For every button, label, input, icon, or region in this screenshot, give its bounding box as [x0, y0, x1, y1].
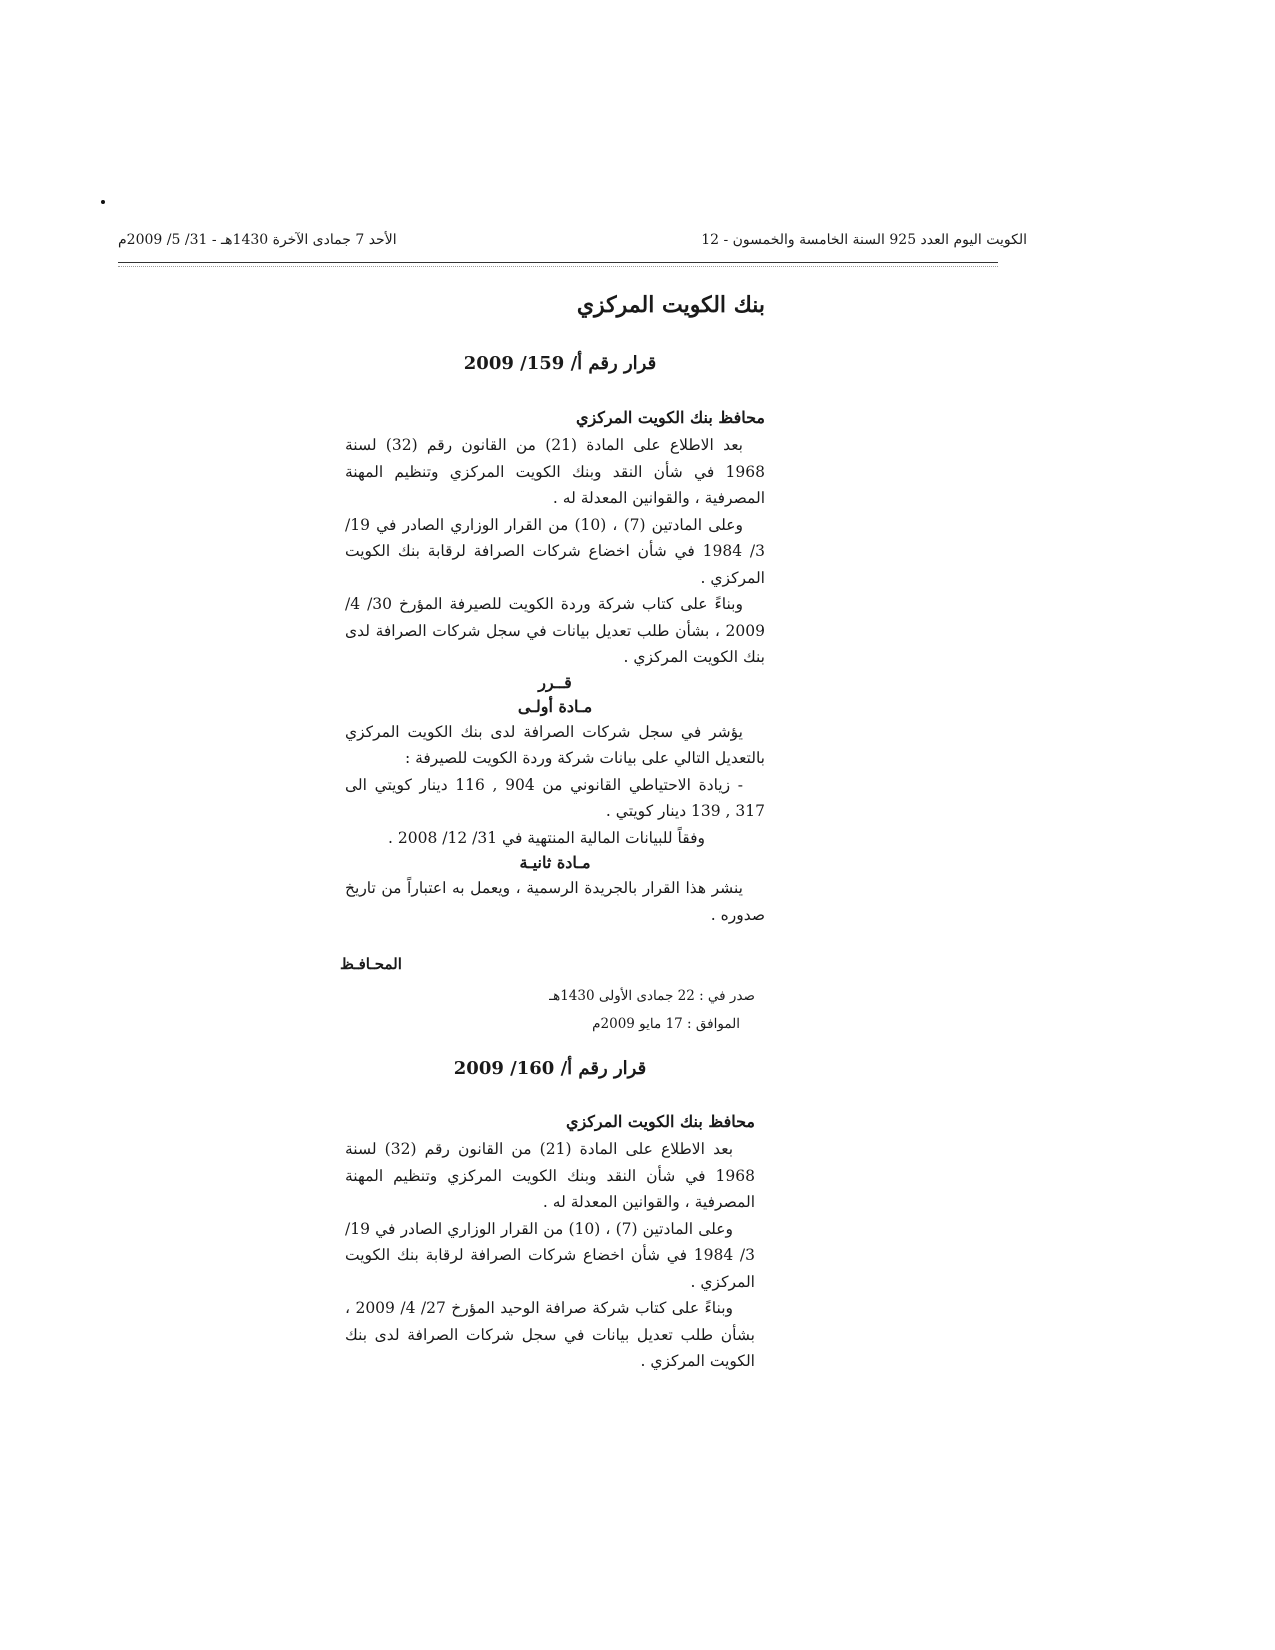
article-2-title: مـادة ثانيـة	[519, 853, 591, 872]
header-rule	[118, 262, 998, 263]
governor-signature: المحـافـظ	[340, 955, 402, 973]
decision-2-para-3: وبناءً على كتاب شركة صرافة الوحيد المؤرخ 27/ 4/ 2009 ، بشأن طلب تعديل بيانات في سجل شركات الصرافة لدى بنك الكويت المركزي .	[345, 1299, 755, 1370]
article-1-title: مـادة أولـى	[517, 696, 593, 716]
stray-dot	[101, 200, 105, 204]
decision-1-issuer: محافظ بنك الكويت المركزي	[575, 408, 765, 427]
decision-1-number: قرار رقم أ/ 159/ 2009	[463, 353, 657, 374]
bank-title: بنك الكويت المركزي	[576, 292, 765, 318]
article-1-para-1: يؤشر في سجل شركات الصرافة لدى بنك الكويت المركزي بالتعديل التالي على بيانات شركة وردة الكويت للصيرفة :	[345, 722, 765, 767]
decision-2-para-2: وعلى المادتين (7) ، (10) من القرار الوزاري الصادر في 19/ 3/ 1984 في شأن اخضاع شركات الصرافة لرقابة بنك الكويت المركزي .	[345, 1219, 755, 1291]
header-issue-info: الكويت اليوم العدد 925 السنة الخامسة والخمسون - 12	[701, 232, 1027, 248]
decision-1-para-3: وبناءً على كتاب شركة وردة الكويت للصيرفة المؤرخ 30/ 4/ 2009 ، بشأن طلب تعديل بيانات في سجل شركات الصرافة لدى بنك الكويت المركزي .	[345, 595, 765, 666]
decided-heading: قــرر	[538, 672, 572, 692]
decision-1-para-1: بعد الاطلاع على المادة (21) من القانون رقم (32) لسنة 1968 في شأن النقد وبنك الكويت المركزي وتنظيم المهنة المصرفية ، والقوانين المعدلة له .	[345, 436, 765, 507]
issued-corresponding: الموافق : 17 مايو 2009م	[592, 1016, 740, 1032]
article-1-para-2: - زيادة الاحتياطي القانوني من 904 , 116 دينار كويتي الى 317 , 139 دينار كويتي .	[345, 775, 765, 820]
decision-2-para-1: بعد الاطلاع على المادة (21) من القانون رقم (32) لسنة 1968 في شأن النقد وبنك الكويت المركزي وتنظيم المهنة المصرفية ، والقوانين المعدلة له .	[345, 1140, 755, 1211]
header-date: الأحد 7 جمادى الآخرة 1430هـ - 31/ 5/ 2009م	[118, 232, 397, 248]
decision-1-para-2: وعلى المادتين (7) ، (10) من القرار الوزاري الصادر في 19/ 3/ 1984 في شأن اخضاع شركات الصرافة لرقابة بنك الكويت المركزي .	[345, 515, 765, 587]
article-1-para-3: وفقاً للبيانات المالية المنتهية في 31/ 12/ 2008 .	[388, 828, 705, 847]
issued-on: صدر في : 22 جمادى الأولى 1430هـ	[549, 988, 755, 1004]
decision-2-body	[345, 1136, 755, 1375]
decision-2-issuer: محافظ بنك الكويت المركزي	[565, 1112, 755, 1131]
decision-2-number: قرار رقم أ/ 160/ 2009	[453, 1058, 647, 1079]
article-2-para-1: ينشر هذا القرار بالجريدة الرسمية ، ويعمل به اعتباراً من تاريخ صدوره .	[345, 879, 765, 924]
header-rule-dotted	[118, 266, 998, 267]
decision-1-body	[345, 432, 765, 928]
